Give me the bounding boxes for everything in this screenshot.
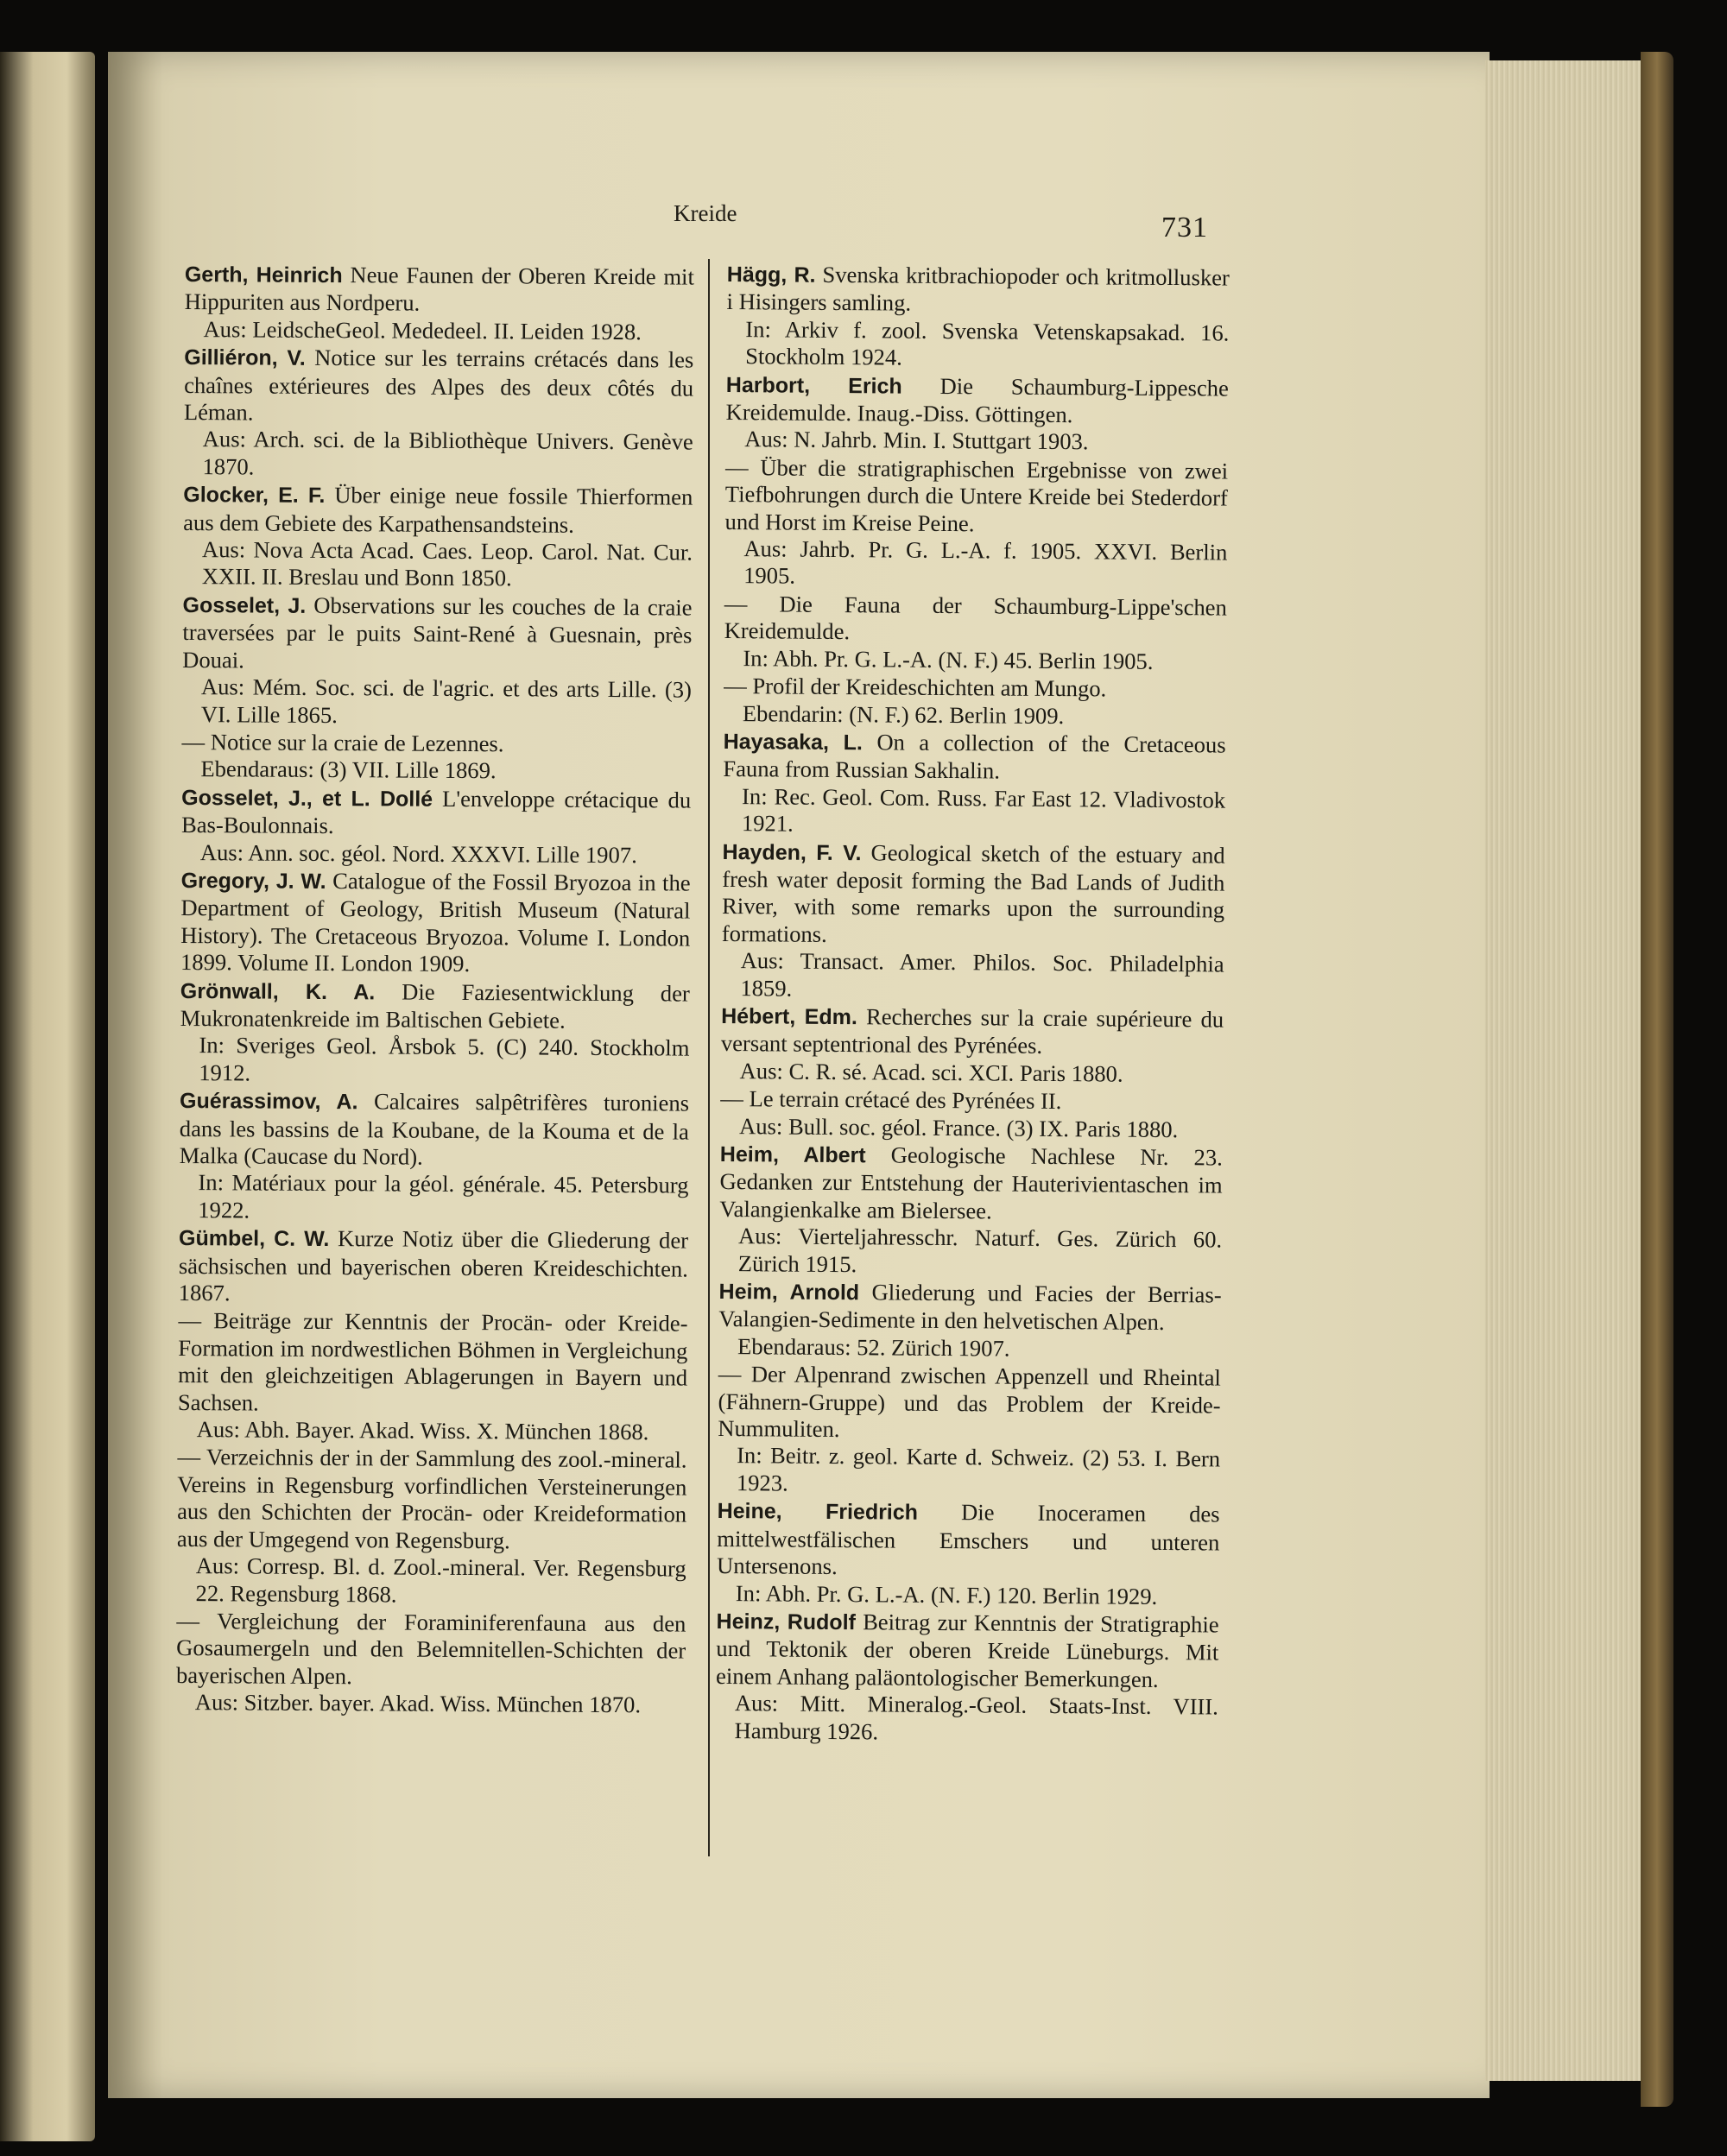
bibliography-entry [180, 867, 691, 979]
bibliography-entry [718, 1361, 1221, 1501]
entry-author: Heim, Albert [719, 1141, 866, 1168]
ditto-dash: — [724, 590, 748, 617]
entry-title: Verzeichnis der in der Sammlung des zool.-mineral. Vereins in Regensburg vorfindlichen Versteinerungen aus den Schichten der Procän- oder Kreideformation aus der Umgegend von Regensburg. [176, 1444, 687, 1554]
entry-source: Ebendaraus: 52. Zürich 1907. [737, 1332, 1010, 1362]
entry-title: Beiträge zur Kenntnis der Procän- oder Kreide-Formation im nordwestlichen Böhmen in Vergleichung mit den gleichzeitigen Ablagerungen in Bayern und Sachsen. [177, 1307, 688, 1416]
entry-title: Catalogue of the Fossil Bryozoa in the Department of Geology, British Museum (Natural History). The Cretaceous Bryozoa. Volume I. London 1899. Volume II. London 1909. [180, 867, 691, 977]
entry-source: Aus: Corresp. Bl. d. Zool.-mineral. Ver. Regensburg 22. Regensburg 1868. [195, 1552, 686, 1608]
entry-title: Die Fauna der Schaumburg-Lippe'schen Kreidemulde. [724, 591, 1227, 645]
entry-source: Aus: Mém. Soc. sci. de l'agric. et des arts Lille. (3) VI. Lille 1865. [200, 673, 693, 728]
column-divider [708, 259, 710, 1856]
entry-title: Die Schaumburg-Lippesche Kreidemulde. Inaug.-Diss. Göttingen. [725, 372, 1229, 428]
bibliography-entry [179, 1224, 689, 1310]
entry-author: Grönwall, K. A. [180, 978, 376, 1004]
bibliography-entry [720, 1085, 1223, 1143]
entry-title: Neue Faunen der Oberen Kreide mit Hippuriten aus Nordperu. [184, 262, 694, 317]
entry-title: Observations sur les couches de la craie traversées par le puits Saint-René à Guesnain, près Douai. [182, 591, 693, 673]
entry-source: In: Beitr. z. geol. Karte d. Schweiz. (2) 53. I. Bern 1923. [736, 1442, 1221, 1496]
entry-author: Heim, Arnold [718, 1279, 860, 1306]
ditto-dash: — [718, 1361, 742, 1388]
entry-source: Aus: Ann. soc. géol. Nord. XXXVI. Lille 1907. [199, 838, 637, 868]
entry-author: Heine, Friedrich [717, 1499, 919, 1526]
entry-author: Gerth, Heinrich [184, 262, 343, 288]
entry-author: Gümbel, C. W. [178, 1226, 330, 1252]
entry-source: In: Abh. Pr. G. L.-A. (N. F.) 45. Berlin 1905. [743, 644, 1154, 674]
bibliography-entry [725, 371, 1229, 458]
bibliography-entry [182, 591, 693, 731]
entry-title: Die Faziesentwicklung der Mukronatenkreide im Baltischen Gebiete. [180, 978, 690, 1034]
entry-title: L'enveloppe crétacique du Bas-Boulonnais. [180, 785, 692, 839]
bibliography-entry [183, 481, 693, 593]
ditto-dash: — [181, 728, 206, 756]
bibliography-entry [718, 1278, 1222, 1364]
right-column [715, 261, 1229, 1748]
bibliography-entry [726, 261, 1230, 374]
entry-source: Aus: Vierteljahresschr. Naturf. Ges. Zürich 60. Zürich 1915. [737, 1223, 1223, 1277]
left-column [176, 261, 694, 1720]
ditto-dash: — [725, 453, 749, 481]
bibliography-entry [176, 1608, 686, 1719]
entry-title: Kurze Notiz über die Gliederung der sächsischen und bayerischen oberen Kreideschichten. 1867. [178, 1225, 689, 1306]
entry-source: Aus: Arch. sci. de la Bibliothèque Univers. Genève 1870. [202, 426, 693, 480]
entry-title: Die Inoceramen des mittelwestfälischen Emschers und unteren Untersenons. [717, 1499, 1220, 1580]
entry-source: Aus: N. Jahrb. Min. I. Stuttgart 1903. [744, 426, 1089, 455]
entry-source: In: Abh. Pr. G. L.-A. (N. F.) 120. Berlin 1929. [735, 1579, 1158, 1609]
entry-author: Hébert, Edm. [721, 1003, 857, 1030]
entry-title: Svenska kritbrachiopoder och kritmollusker i Hisingers samling. [726, 261, 1230, 317]
entry-source: In: Matériaux pour la géol. générale. 45. Petersburg 1922. [198, 1169, 689, 1223]
entry-source: In: Sveriges Geol. Årsbok 5. (C) 240. Stockholm 1912. [199, 1032, 690, 1086]
entry-title: Geological sketch of the estuary and fresh water deposit forming the Bad Lands of Judith River, with some remarks upon the surrounding formations. [721, 838, 1225, 947]
entry-source: Aus: Sitzber. bayer. Akad. Wiss. München 1870. [194, 1689, 642, 1718]
book-cover-edge [1641, 52, 1673, 2107]
entry-author: Gilliéron, V. [184, 345, 306, 371]
entry-title: Vergleichung der Foraminiferenfauna aus den Gosaumergeln und den Belemnitellen-Schichten der bayerischen Alpen. [175, 1608, 686, 1689]
entry-source: Ebendarin: (N. F.) 62. Berlin 1909. [742, 699, 1065, 729]
ditto-dash: — [177, 1444, 201, 1470]
bibliography-entry [184, 261, 694, 346]
bibliography-entry [717, 1497, 1220, 1610]
ditto-dash: — [724, 673, 747, 699]
entry-source: In: Arkiv f. zool. Svenska Vetenskapsakad. 16. Stockholm 1924. [745, 315, 1230, 370]
entry-author: Gosselet, J. [182, 592, 307, 618]
entry-author: Heinz, Rudolf [716, 1609, 857, 1635]
bibliography-entry [716, 1608, 1219, 1748]
entry-source: Aus: Nova Acta Acad. Caes. Leop. Carol. Nat. Cur. XXII. II. Breslau und Bonn 1850. [201, 536, 693, 591]
entry-source: In: Rec. Geol. Com. Russ. Far East 12. Vladivostok 1921. [741, 782, 1226, 837]
bibliography-entry [724, 591, 1227, 676]
entry-author: Hayden, F. V. [722, 839, 862, 865]
page-block-edges [1485, 60, 1649, 2081]
bibliography-entry [176, 1444, 686, 1609]
page-number: 731 [1161, 212, 1208, 243]
entry-title: Notice sur la craie de Lezennes. [210, 729, 504, 757]
bibliography-entry [721, 1002, 1224, 1089]
bibliography-entry [719, 1141, 1223, 1281]
entry-source: Aus: Bull. soc. géol. France. (3) IX. Paris 1880. [739, 1112, 1179, 1142]
entry-author: Glocker, E. F. [183, 483, 326, 509]
entry-title: Profil der Kreideschichten am Mungo. [752, 673, 1107, 702]
entry-title: On a collection of the Cretaceous Fauna from Russian Sakhalin. [723, 729, 1226, 784]
entry-source: Aus: Transact. Amer. Philos. Soc. Philadelphia 1859. [740, 947, 1224, 1002]
left-page-edge [0, 52, 95, 2141]
ditto-dash: — [176, 1607, 200, 1634]
entry-author: Hayasaka, L. [723, 729, 864, 756]
ditto-dash: — [178, 1307, 202, 1334]
entry-title: Le terrain crétacé des Pyrénées II. [749, 1085, 1062, 1115]
entry-title: Über einige neue fossile Thierformen aus dem Gebiete des Karpathensandsteins. [183, 482, 693, 538]
entry-source: Aus: LeidscheGeol. Mededeel. II. Leiden 1928. [203, 315, 642, 345]
bibliography-entry [181, 729, 691, 786]
entry-title: Geologische Nachlese Nr. 23. Gedanken zur Entstehung der Hauterivientaschen im Valangienkalke am Bielersee. [719, 1141, 1223, 1224]
entry-source: Aus: Abh. Bayer. Akad. Wiss. X. München 1868. [196, 1416, 649, 1445]
entry-title: Beitrag zur Kenntnis der Stratigraphie und Tektonik der oberen Kreide Lüneburgs. Mit einem Anhang paläontologischer Bemerkungen. [716, 1609, 1219, 1692]
entry-source: Aus: Jahrb. Pr. G. L.-A. f. 1905. XXVI. Berlin 1905. [743, 535, 1228, 590]
entry-author: Guérassimov, A. [179, 1089, 358, 1115]
bibliography-entry [181, 784, 692, 869]
entry-source: Ebendaraus: (3) VII. Lille 1869. [200, 756, 497, 784]
ditto-dash: — [720, 1085, 744, 1112]
bibliography-entry [724, 673, 1226, 730]
bibliography-entry [179, 1087, 689, 1227]
entry-source: Aus: Mitt. Mineralog.-Geol. Staats-Inst. VIII. Hamburg 1926. [734, 1690, 1218, 1744]
running-head: Kreide [674, 200, 737, 226]
entry-source: Aus: C. R. sé. Acad. sci. XCI. Paris 1880. [739, 1057, 1123, 1087]
entry-author: Hägg, R. [726, 262, 816, 288]
entry-author: Gosselet, J., et L. Dollé [181, 785, 433, 812]
bibliography-entry [724, 454, 1228, 594]
entry-title: Notice sur les terrains crétacés dans les chaînes extérieures des Alpes des deux côtés du Léman. [183, 345, 694, 426]
bibliography-entry [723, 728, 1226, 841]
bibliography-entry [180, 977, 690, 1090]
entry-title: Calcaires salpêtrifères turoniens dans les bassins de la Koubane, de la Kouma et de la Malka (Caucase du Nord). [179, 1088, 690, 1170]
bibliography-entry [721, 838, 1224, 1006]
entry-title: Über die stratigraphischen Ergebnisse von zwei Tiefbohrungen durch die Untere Kreide bei Stederdorf und Horst im Kreise Peine. [724, 454, 1229, 536]
bibliography-entry [178, 1307, 688, 1446]
entry-title: Gliederung und Facies der Berrias-Valangien-Sedimente in den helvetischen Alpen. [718, 1279, 1222, 1336]
bibliography-entry [183, 344, 693, 484]
entry-author: Gregory, J. W. [180, 868, 326, 894]
entry-title: Der Alpenrand zwischen Appenzell und Rheintal (Fähnern-Gruppe) und das Problem der Kreide-Nummuliten. [718, 1361, 1221, 1443]
entry-title: Recherches sur la craie supérieure du versant septentrional des Pyrénées. [720, 1003, 1224, 1059]
entry-author: Harbort, Erich [725, 372, 902, 399]
